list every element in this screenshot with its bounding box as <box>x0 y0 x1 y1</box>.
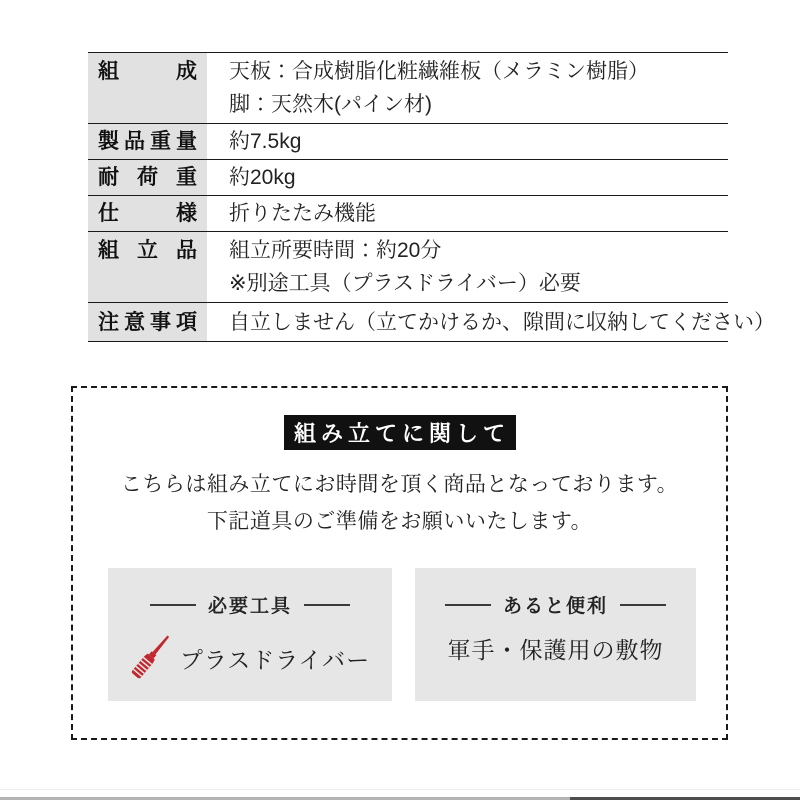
row-label: 仕様 <box>88 196 207 231</box>
row-value-line: 折りたたみ機能 <box>229 202 376 225</box>
tool-item-label: 軍手・保護用の敷物 <box>447 637 664 663</box>
heading-dash-right <box>620 604 666 606</box>
required-tool-item <box>108 632 392 684</box>
row-value <box>207 124 728 159</box>
helpful-items-heading <box>415 591 696 618</box>
assembly-description-line: こちらは組み立てにお時間を頂く商品となっております。 <box>120 473 679 496</box>
spec-table <box>88 52 775 342</box>
heading-dash-right <box>304 604 350 606</box>
heading-dash-left <box>150 604 196 606</box>
row-value-line: 自立しません（立てかけるか、隙間に収納してください） <box>229 310 775 334</box>
assembly-notice-box <box>71 386 728 740</box>
table-row-load-capacity <box>88 159 728 195</box>
row-value-line: 約20kg <box>229 166 296 189</box>
required-tools-heading <box>108 591 392 618</box>
row-value-line: 天板：合成樹脂化粧繊維板（メラミン樹脂） <box>229 60 649 83</box>
row-value-line: ※別途工具（プラスドライバー）必要 <box>229 272 581 295</box>
row-value-line: 組立所要時間：約20分 <box>229 239 442 262</box>
row-label: 組成 <box>88 53 207 123</box>
assembly-description <box>73 466 726 540</box>
table-row-composition <box>88 52 728 123</box>
row-value <box>207 53 728 123</box>
table-row-weight <box>88 123 728 159</box>
row-value <box>207 303 779 341</box>
tool-item-label: プラスドライバー <box>179 646 371 673</box>
assembly-section-title: 組み立てに関して <box>284 415 516 450</box>
heading-label: あると便利 <box>502 596 608 617</box>
helpful-items-box <box>415 568 696 701</box>
row-value <box>207 232 728 302</box>
required-tools-box <box>108 568 392 701</box>
row-value <box>207 160 728 195</box>
row-label: 組立品 <box>88 232 207 302</box>
row-value-line: 約7.5kg <box>229 130 302 153</box>
row-label: 耐荷重 <box>88 160 207 195</box>
table-row-precautions <box>88 302 775 342</box>
heading-label: 必要工具 <box>207 596 292 617</box>
heading-dash-left <box>445 604 491 606</box>
row-label: 製品重量 <box>88 124 207 159</box>
table-row-features <box>88 195 728 231</box>
screwdriver-icon <box>118 625 182 691</box>
row-value <box>207 196 728 231</box>
assembly-description-line: 下記道具のご準備をお願いいたします。 <box>206 510 593 533</box>
row-label: 注意事項 <box>88 303 207 341</box>
helpful-item <box>415 632 696 665</box>
table-row-assembly <box>88 231 728 302</box>
row-value-line: 脚：天然木(パイン材) <box>229 93 432 116</box>
next-section-faint-edge <box>0 789 800 790</box>
